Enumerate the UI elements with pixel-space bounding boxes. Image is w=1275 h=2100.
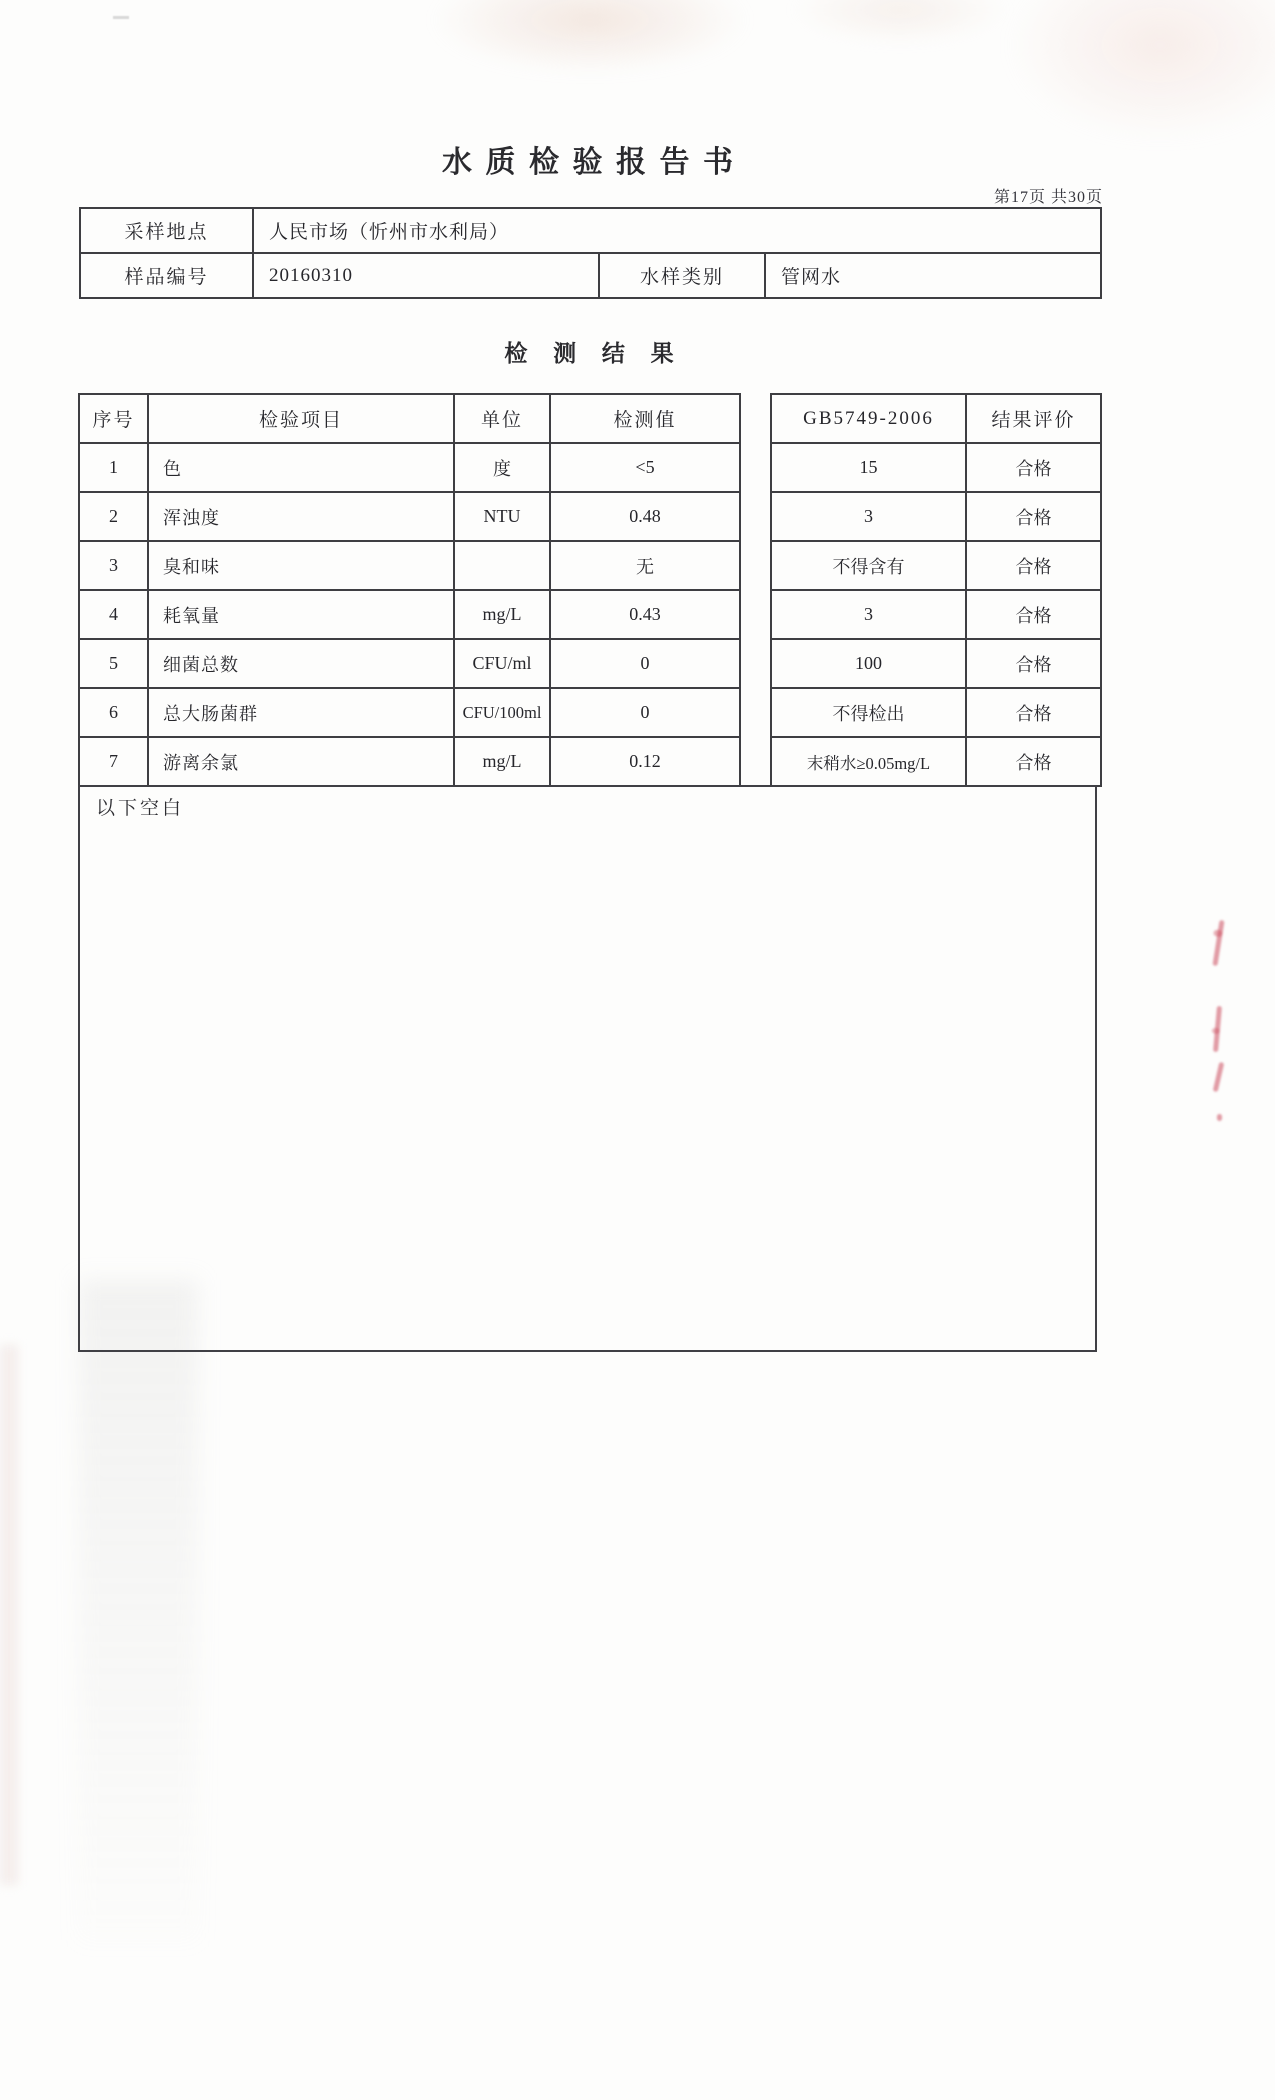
row-index: 1: [79, 443, 148, 492]
row-unit: NTU: [454, 492, 550, 541]
red-ink-bleed-mark: [1213, 1006, 1222, 1052]
results-table-right: [770, 393, 1102, 787]
result-row: [79, 639, 740, 688]
row-unit: CFU/ml: [454, 639, 550, 688]
results-header-row: [771, 394, 1101, 443]
results-header-row: [79, 394, 740, 443]
header-evaluation: 结果评价: [966, 394, 1101, 443]
water-type-value: 管网水: [765, 253, 1101, 298]
result-row: [79, 492, 740, 541]
row-evaluation: 合格: [966, 639, 1101, 688]
row-standard: 100: [771, 639, 966, 688]
sample-location-label: 采样地点: [80, 208, 253, 253]
red-ink-bleed-mark: [1217, 1114, 1222, 1121]
header-value: 检测值: [550, 394, 740, 443]
red-ink-bleed-mark: [1213, 1062, 1225, 1092]
row-unit: [454, 541, 550, 590]
result-row: [771, 737, 1101, 786]
row-value: 0.43: [550, 590, 740, 639]
header-unit: 单位: [454, 394, 550, 443]
row-value: 0: [550, 688, 740, 737]
scan-artifact-dash: [113, 16, 129, 19]
row-value: 0.12: [550, 737, 740, 786]
row-evaluation: 合格: [966, 492, 1101, 541]
page-number: 第17页 共30页: [993, 189, 1103, 206]
row-unit: mg/L: [454, 590, 550, 639]
row-value: 0: [550, 639, 740, 688]
row-evaluation: 合格: [966, 737, 1101, 786]
results-table-left: [78, 393, 741, 787]
report-title: 水 质 检 验 报 告 书: [442, 146, 736, 179]
header-index: 序号: [79, 394, 148, 443]
result-row: [79, 443, 740, 492]
row-index: 4: [79, 590, 148, 639]
row-item: 游离余氯: [148, 737, 454, 786]
row-standard: 不得检出: [771, 688, 966, 737]
scan-smudge: [430, 0, 750, 75]
row-index: 2: [79, 492, 148, 541]
scan-shadow-band: [78, 1280, 198, 1940]
result-row: [79, 688, 740, 737]
row-standard: 末稍水≥0.05mg/L: [771, 737, 966, 786]
sample-number-label: 样品编号: [80, 253, 253, 298]
row-index: 7: [79, 737, 148, 786]
result-row: [771, 688, 1101, 737]
blank-note: 以下空白: [96, 798, 185, 819]
row-item: 臭和味: [148, 541, 454, 590]
scan-smudge: [790, 0, 1010, 45]
result-row: [79, 541, 740, 590]
row-evaluation: 合格: [966, 443, 1101, 492]
row-value: <5: [550, 443, 740, 492]
red-ink-bleed-mark: [1212, 920, 1224, 966]
row-evaluation: 合格: [966, 688, 1101, 737]
section-heading: 检 测 结 果: [504, 341, 684, 366]
row-standard: 不得含有: [771, 541, 966, 590]
result-row: [771, 590, 1101, 639]
row-evaluation: 合格: [966, 590, 1101, 639]
row-item: 色: [148, 443, 454, 492]
sample-location-row: [80, 208, 1101, 253]
water-type-label: 水样类别: [599, 253, 765, 298]
result-row: [771, 443, 1101, 492]
scan-edge-band: [0, 1345, 18, 1885]
row-value: 0.48: [550, 492, 740, 541]
sample-number-row: [80, 253, 1101, 298]
row-index: 3: [79, 541, 148, 590]
result-row: [771, 541, 1101, 590]
row-item: 耗氧量: [148, 590, 454, 639]
result-row: [771, 639, 1101, 688]
row-unit: mg/L: [454, 737, 550, 786]
row-item: 浑浊度: [148, 492, 454, 541]
result-row: [771, 492, 1101, 541]
row-item: 总大肠菌群: [148, 688, 454, 737]
sample-info-table: [79, 207, 1102, 299]
sample-number-value: 20160310: [253, 253, 599, 298]
row-index: 6: [79, 688, 148, 737]
result-row: [79, 737, 740, 786]
row-value: 无: [550, 541, 740, 590]
row-item: 细菌总数: [148, 639, 454, 688]
row-standard: 15: [771, 443, 966, 492]
result-row: [79, 590, 740, 639]
row-unit: 度: [454, 443, 550, 492]
scan-smudge: [1010, 0, 1275, 140]
row-evaluation: 合格: [966, 541, 1101, 590]
row-standard: 3: [771, 590, 966, 639]
row-unit: CFU/100ml: [454, 688, 550, 737]
header-item: 检验项目: [148, 394, 454, 443]
row-index: 5: [79, 639, 148, 688]
blank-area-box: [78, 785, 1097, 1352]
row-standard: 3: [771, 492, 966, 541]
sample-location-value: 人民市场（忻州市水利局）: [253, 208, 1101, 253]
header-standard: GB5749-2006: [771, 394, 966, 443]
